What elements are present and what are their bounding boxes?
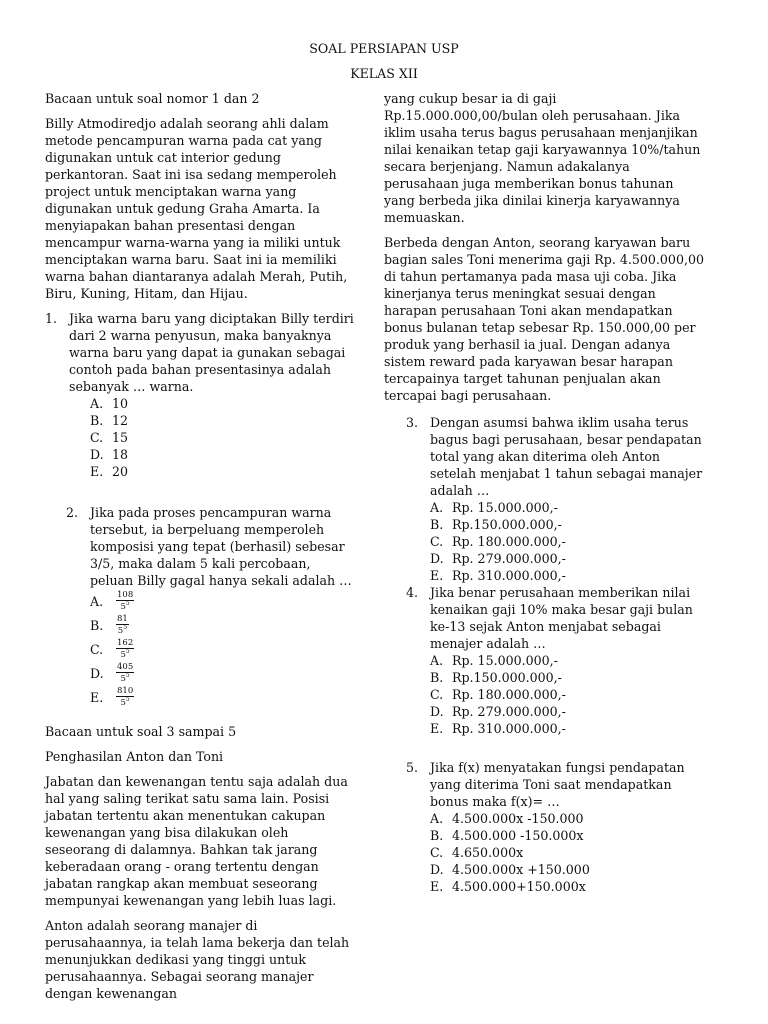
reading1-text: Billy Atmodiredjo adalah seorang ahli dalam metode pencampuran warna pada cat yang digunakan untuk cat interior gedung perkantoran. Saat ini isa sedang memperoleh project untuk menciptakan warna yang digunakan untuk gedung Graha Amarta. Ia menyiapakan bahan presentasi dengan mencampur warna-warna yang ia miliki untuk menciptakan warna baru. Saat ini ia memiliki warna bahan diantaranya adalah Merah, Putih, Biru, Kuning, Hitam, dan Hijau. (45, 116, 348, 301)
option-e[interactable]: E. 20 (90, 464, 129, 479)
option-a[interactable]: A. Rp. 15.000.000,- (430, 500, 558, 515)
option-b[interactable]: B. $\frac{81}{5^5}$ (90, 613, 128, 636)
option-b[interactable]: B. 12 (90, 413, 129, 428)
option-a[interactable]: A. $\frac{108}{5^5}$ (90, 589, 134, 612)
option-c[interactable]: C. 4.650.000x (430, 845, 524, 860)
page-title: SOAL PERSIAPAN USP (309, 41, 459, 56)
question-1 (45, 310, 355, 480)
question-number: 1. (45, 311, 58, 326)
question-4 (406, 584, 706, 652)
question-5 (406, 759, 706, 810)
reading2-paragraph-1: Jabatan dan kewenangan tentu saja adalah dua hal yang saling terikat satu sama lain. Posisi jabatan tertentu akan menentukan cakupan kewenangan yang bisa dilakukan oleh seseorang di dalamnya. Bahkan tak jarang keberadaan orang - orang tertentu dengan jabatan rangkap akan membuat seseorang mempunyai kewenangan yang lebih luas lagi. (45, 774, 348, 908)
reading2-paragraph-2: Anton adalah seorang manajer di perusahaannya, ia telah lama bekerja dan telah menunjukkan dedikasi yang tinggi untuk perusahaannya. Sebagai seorang manajer dengan kewenangan (45, 918, 350, 1001)
option-c[interactable]: C. 15 (90, 430, 129, 445)
reading2-title: Bacaan untuk soal 3 sampai 5 (45, 724, 237, 739)
question-text: Jika benar perusahaan memberikan nilai kenaikan gaji 10% maka besar gaji bulan ke-13 sejak Anton menjabat sebagai menajer adalah … (430, 585, 693, 651)
question-number: 5. (406, 760, 419, 775)
option-b[interactable]: B. Rp.150.000.000,- (430, 517, 562, 532)
option-c[interactable]: C. $\frac{162}{5^5}$ (90, 637, 134, 660)
option-c[interactable]: C. Rp. 180.000.000,- (430, 687, 566, 702)
page-subtitle: KELAS XII (350, 66, 418, 81)
reading2-subtitle: Penghasilan Anton dan Toni (45, 749, 224, 764)
left-column (45, 90, 355, 1010)
option-e[interactable]: E. Rp. 310.000.000,- (430, 568, 566, 583)
option-b[interactable]: B. 4.500.000 -150.000x (430, 828, 584, 843)
option-b[interactable]: B. Rp.150.000.000,- (430, 670, 562, 685)
fraction: $\frac{108}{5^5}$ (117, 589, 134, 612)
option-d[interactable]: D. $\frac{405}{5^5}$ (90, 661, 134, 684)
right-column (384, 90, 706, 895)
question-text: Dengan asumsi bahwa iklim usaha terus bagus bagi perusahaan, besar pendapatan total yang akan diterima oleh Anton setelah menjabat 1 tahun sebagai manajer adalah … (430, 415, 703, 498)
reading1-title: Bacaan untuk soal nomor 1 dan 2 (45, 91, 260, 106)
option-a[interactable]: A. Rp. 15.000.000,- (430, 653, 558, 668)
option-d[interactable]: D. 18 (90, 447, 129, 462)
option-a[interactable]: A. 10 (90, 396, 129, 411)
option-e[interactable]: E. Rp. 310.000.000,- (430, 721, 566, 736)
question-3 (406, 414, 706, 499)
option-d[interactable]: D. Rp. 279.000.000,- (430, 551, 566, 566)
option-e[interactable]: E. 4.500.000+150.000x (430, 879, 586, 894)
option-d[interactable]: D. 4.500.000x +150.000 (430, 862, 590, 877)
fraction: $\frac{162}{5^5}$ (117, 637, 134, 660)
option-a[interactable]: A. 4.500.000x -150.000 (430, 811, 584, 826)
option-d[interactable]: D. Rp. 279.000.000,- (430, 704, 566, 719)
question-number: 2. (66, 505, 79, 520)
options-list (90, 589, 355, 709)
question-number: 4. (406, 585, 419, 600)
question-number: 3. (406, 415, 419, 430)
fraction: $\frac{810}{5^5}$ (117, 685, 134, 708)
question-text: Jika f(x) menyatakan fungsi pendapatan yang diterima Toni saat mendapatkan bonus maka f(x)= … (430, 760, 685, 809)
reading2-paragraph-4: Berbeda dengan Anton, seorang karyawan baru bagian sales Toni menerima gaji Rp. 4.500.000,00 di tahun pertamanya pada masa uji coba. Jika kinerjanya terus meningkat sesuai dengan harapan perusahaan Toni akan mendapatkan bonus bulanan tetap sebesar Rp. 150.000,00 per produk yang berhasil ia jual. Dengan adanya sistem reward pada karyawan besar harapan tercapainya target tahunan penjualan akan tercapai bagi perusahaan. (384, 235, 704, 403)
reading2-paragraph-3: yang cukup besar ia di gaji Rp.15.000.000,00/bulan oleh perusahaan. Jika iklim usaha terus bagus perusahaan menjanjikan nilai kenaikan tetap gaji karyawannya 10%/tahun secara berjenjang. Namun adakalanya perusahaan juga memberikan bonus tahunan yang berbeda jika dinilai kinerja karyawannya memuaskan. (384, 91, 701, 225)
options-list (90, 395, 355, 480)
option-e[interactable]: E. $\frac{810}{5^5}$ (90, 685, 134, 708)
q4-options-list (430, 652, 706, 737)
q5-options-list (430, 810, 706, 895)
q3-options-list (430, 499, 706, 584)
question-text: Jika warna baru yang diciptakan Billy terdiri dari 2 warna penyusun, maka banyaknya warna baru yang dapat ia gunakan sebagai contoh pada bahan presentasinya adalah sebanyak … warna. (69, 311, 354, 394)
question-2 (45, 504, 355, 709)
fraction: $\frac{405}{5^5}$ (117, 661, 134, 684)
question-text: Jika pada proses pencampuran warna tersebut, ia berpeluang memperoleh komposisi yang tepat (berhasil) sebesar 3/5, maka dalam 5 kali percobaan, peluan Billy gagal hanya sekali adalah … (90, 505, 352, 588)
fraction: $\frac{81}{5^5}$ (117, 613, 128, 636)
option-c[interactable]: C. Rp. 180.000.000,- (430, 534, 566, 549)
